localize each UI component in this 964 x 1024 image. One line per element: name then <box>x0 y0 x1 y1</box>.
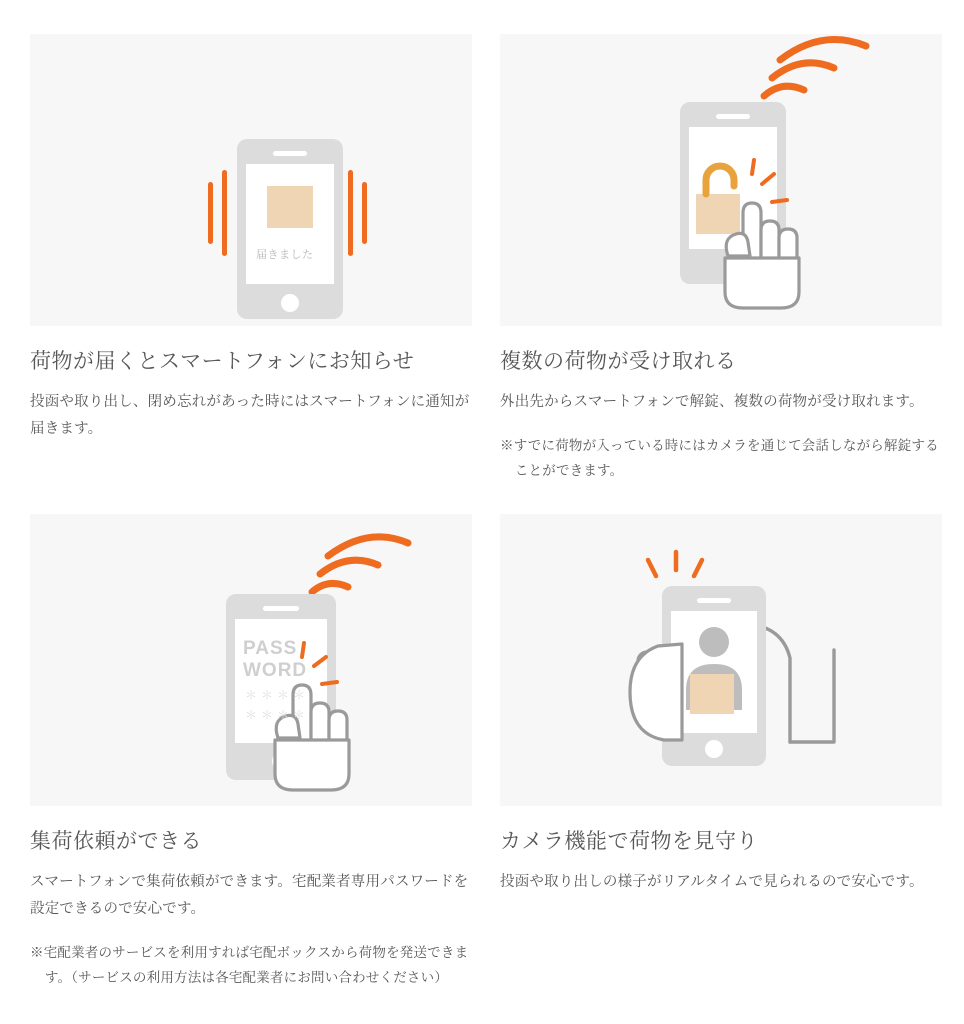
vibration-bar-icon <box>222 170 227 256</box>
vibration-bar-icon <box>348 170 353 256</box>
parcel-icon <box>267 186 313 228</box>
feature-note <box>30 941 472 991</box>
signal-wave-icon <box>764 86 804 96</box>
phone-home-button <box>281 294 299 312</box>
vibration-bar-icon <box>208 182 213 244</box>
feature-note-text: ※すでに荷物が入っている時にはカメラを通じて会話しながら解錠 <box>500 438 912 454</box>
phone-home-button <box>705 740 723 758</box>
parcel-icon <box>690 674 734 714</box>
phone-speaker <box>263 606 299 611</box>
feature-title: 集荷依頼ができる <box>30 830 202 854</box>
signal-wave-icon <box>320 560 378 574</box>
screen-password-label-line2: WORD <box>243 660 308 682</box>
illustration-phone-vibrating-with-parcel <box>30 34 472 326</box>
hand-icon <box>630 644 682 740</box>
screen-label: 届きました <box>256 249 314 261</box>
feature-card-multi-parcel <box>500 34 942 484</box>
feature-description: 外出先からスマートフォンで解錠、複数の荷物が受け取れます。 <box>500 394 924 411</box>
feature-title: カメラ機能で荷物を見守り <box>500 830 758 854</box>
spark-icon <box>648 552 702 576</box>
lock-body-icon <box>696 194 740 234</box>
signal-wave-icon <box>312 584 348 593</box>
feature-description: 投函や取り出しの様子がリアルタイムで見られるので安心です。 <box>500 874 924 891</box>
feature-note-text-cont: することができます。 <box>514 438 939 479</box>
screen-password-label-line1: PASS <box>243 638 298 660</box>
signal-wave-icon <box>780 40 866 60</box>
feature-card-notify <box>30 34 472 484</box>
camera-watch-illustration-svg <box>500 514 942 806</box>
signal-wave-icon <box>328 537 408 556</box>
phone-speaker <box>273 151 307 156</box>
phone-speaker <box>716 114 750 119</box>
feature-card-camera-watch <box>500 514 942 991</box>
illustration-phone-unlock-tap <box>500 34 942 326</box>
feature-note-text: ※宅配業者のサービスを利用すれば宅配ボックスから荷物を発送できます。（サービスの利用方法は各宅配業者にお問い合わせくだ <box>30 944 469 985</box>
feature-description: 投函や取り出し、閉め忘れがあった時にはスマートフォンに通知が届きます。 <box>30 394 470 438</box>
screen-password-dots-row2: ＊＊＊＊ <box>245 708 310 723</box>
feature-description: スマートフォンで集荷依頼ができます。宅配業者専用パスワードを設定できるので安心です。 <box>30 874 469 918</box>
phone-speaker <box>697 598 731 603</box>
vibration-bar-icon <box>362 182 367 244</box>
feature-title: 複数の荷物が受け取れる <box>500 350 737 373</box>
person-head-icon <box>699 627 729 657</box>
feature-note <box>500 434 942 484</box>
illustration-phone-password-tap <box>30 514 472 806</box>
feature-note-text-cont: さい） <box>406 969 449 985</box>
feature-card-pickup-request <box>30 514 472 991</box>
signal-wave-icon <box>772 63 834 78</box>
features-grid <box>30 34 939 991</box>
screen-password-dots-row1: ＊＊＊＊ <box>245 688 310 703</box>
feature-title: 荷物が届くとスマートフォンにお知らせ <box>30 350 415 373</box>
illustration-phone-camera-hand-holding <box>500 514 942 806</box>
unlock-tap-illustration-svg <box>500 34 942 326</box>
